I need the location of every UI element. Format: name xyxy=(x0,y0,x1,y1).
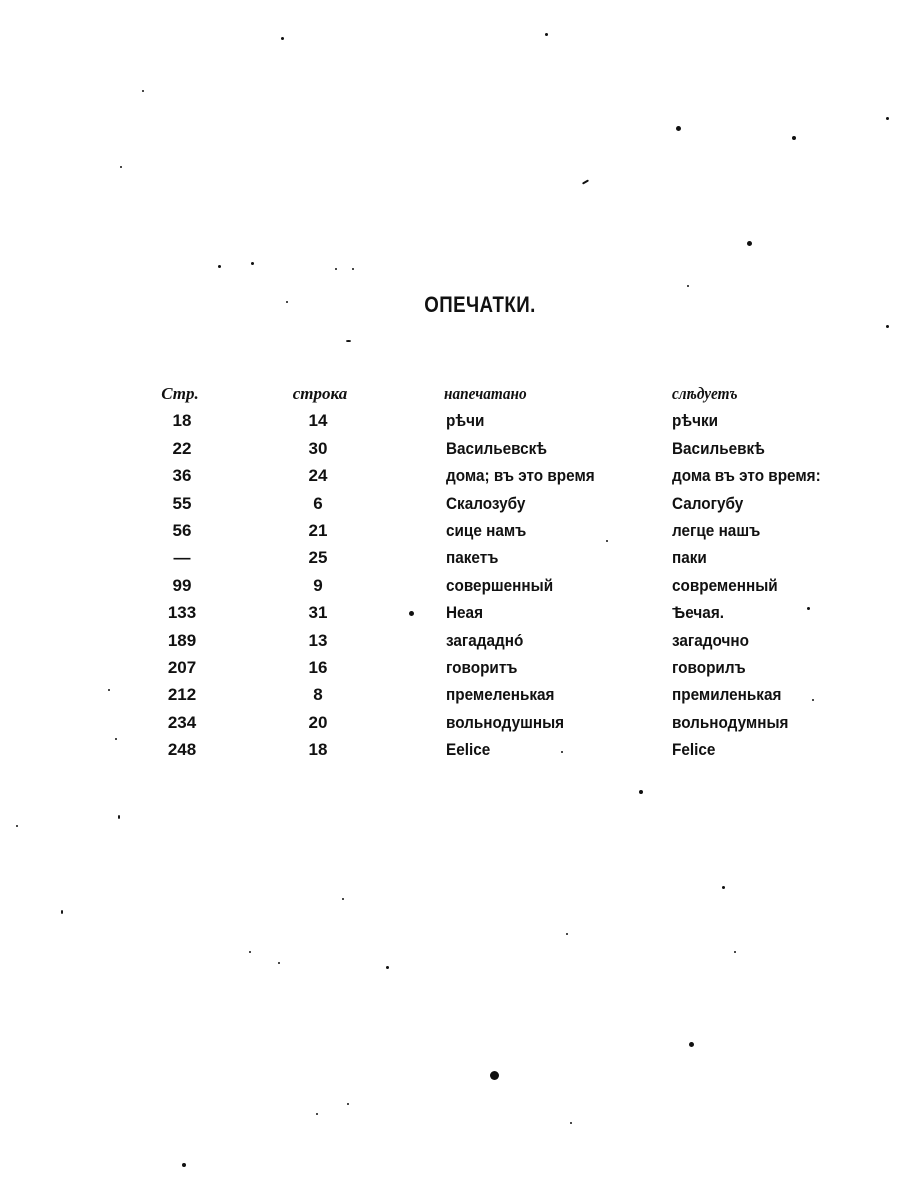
cell-printed: Скалозубу xyxy=(446,493,526,513)
header-line: строка xyxy=(292,384,348,403)
speck xyxy=(16,825,18,827)
speck xyxy=(734,951,736,953)
speck xyxy=(490,1071,499,1080)
errata-row xyxy=(0,490,900,517)
cell-printed: сице намъ xyxy=(446,520,527,540)
speck xyxy=(545,33,548,36)
cell-line: 13 xyxy=(308,630,328,650)
errata-header-row xyxy=(0,380,900,407)
cell-page: 234 xyxy=(167,712,197,732)
errata-row xyxy=(0,435,900,462)
header-printed: напечатано xyxy=(444,384,527,403)
cell-page: 56 xyxy=(172,520,192,540)
errata-row xyxy=(0,681,900,708)
cell-correct: Салогубу xyxy=(672,493,744,513)
errata-row xyxy=(0,627,900,654)
cell-line: 9 xyxy=(313,575,323,595)
cell-correct: Felice xyxy=(672,740,716,760)
speck xyxy=(335,268,337,270)
speck xyxy=(570,1122,572,1124)
cell-printed: пакетъ xyxy=(446,548,499,568)
cell-line: 20 xyxy=(308,712,328,732)
speck xyxy=(807,607,810,610)
speck xyxy=(342,898,344,900)
cell-line: 25 xyxy=(308,548,328,568)
speck xyxy=(409,611,414,616)
cell-printed: Eelice xyxy=(446,740,491,760)
cell-printed: говоритъ xyxy=(446,657,518,677)
speck xyxy=(722,886,725,889)
cell-printed: совершенный xyxy=(446,575,554,595)
cell-correct: современный xyxy=(672,575,778,595)
cell-page: 22 xyxy=(172,438,192,458)
speck xyxy=(286,301,288,303)
speck xyxy=(278,962,280,964)
cell-line: 6 xyxy=(313,493,323,513)
speck xyxy=(792,136,796,140)
cell-correct: Ѣечая. xyxy=(672,603,725,623)
speck xyxy=(886,325,889,328)
cell-line: 30 xyxy=(308,438,328,458)
errata-row xyxy=(0,736,900,763)
cell-correct: паки xyxy=(672,548,707,568)
cell-page: 248 xyxy=(167,740,197,760)
cell-line: 16 xyxy=(308,657,328,677)
cell-printed: Неая xyxy=(446,603,483,623)
speck xyxy=(249,951,251,953)
errata-row xyxy=(0,407,900,434)
speck xyxy=(182,1163,186,1167)
errata-row xyxy=(0,709,900,736)
header-correct: слѣдуетъ xyxy=(672,384,738,403)
cell-printed: рѣчи xyxy=(446,411,485,431)
speck xyxy=(61,910,63,914)
cell-correct: легце нашъ xyxy=(672,520,761,540)
speck xyxy=(676,126,681,131)
speck xyxy=(566,933,568,935)
cell-printed: премеленькая xyxy=(446,685,555,705)
cell-correct: рѣчки xyxy=(672,411,719,431)
speck xyxy=(316,1113,318,1115)
cell-line: 24 xyxy=(308,466,328,486)
speck xyxy=(561,751,563,753)
speck xyxy=(886,117,889,120)
cell-line: 8 xyxy=(313,685,323,705)
cell-page: 99 xyxy=(172,575,192,595)
speck xyxy=(386,966,389,969)
cell-correct: загадочно xyxy=(672,630,749,650)
cell-line: 31 xyxy=(308,603,328,623)
speck xyxy=(108,689,110,691)
speck xyxy=(606,540,608,542)
speck xyxy=(120,166,122,168)
cell-page: 55 xyxy=(172,493,192,513)
cell-page: 212 xyxy=(167,685,197,705)
speck xyxy=(118,815,120,819)
errata-row xyxy=(0,599,900,626)
speck xyxy=(812,699,814,701)
cell-page: 189 xyxy=(167,630,197,650)
speck xyxy=(687,285,689,287)
cell-printed: Васильевскѣ xyxy=(446,438,548,458)
speck xyxy=(689,1042,694,1047)
cell-correct: говорилъ xyxy=(672,657,746,677)
cell-page: 207 xyxy=(167,657,197,677)
errata-row xyxy=(0,544,900,571)
speck xyxy=(639,790,643,794)
errata-row xyxy=(0,654,900,681)
header-page: Стр. xyxy=(161,384,199,403)
speck xyxy=(747,241,752,246)
cell-page: 18 xyxy=(172,411,192,431)
speck xyxy=(582,179,589,184)
cell-line: 21 xyxy=(308,520,328,540)
cell-page: — xyxy=(173,548,191,568)
cell-printed: загададнó xyxy=(446,630,524,650)
cell-correct: Васильевкѣ xyxy=(672,438,765,458)
speck xyxy=(251,262,254,265)
speck xyxy=(115,738,117,740)
errata-row xyxy=(0,517,900,544)
cell-correct: дома въ это время: xyxy=(672,466,821,486)
cell-printed: вольнодушныя xyxy=(446,712,565,732)
cell-printed: дома; въ это время xyxy=(446,466,595,486)
cell-correct: вольнодумныя xyxy=(672,712,789,732)
speck xyxy=(352,268,354,270)
speck xyxy=(346,340,351,342)
page-title: ОПЕЧАТКИ. xyxy=(424,292,536,317)
speck xyxy=(142,90,144,92)
cell-page: 36 xyxy=(172,466,192,486)
errata-row xyxy=(0,462,900,489)
cell-page: 133 xyxy=(167,603,197,623)
cell-line: 14 xyxy=(308,411,328,431)
cell-line: 18 xyxy=(308,740,328,760)
errata-row xyxy=(0,572,900,599)
errata-table xyxy=(0,380,900,763)
speck xyxy=(218,265,221,268)
speck xyxy=(347,1103,349,1105)
speck xyxy=(281,37,284,40)
cell-correct: премиленькая xyxy=(672,685,782,705)
